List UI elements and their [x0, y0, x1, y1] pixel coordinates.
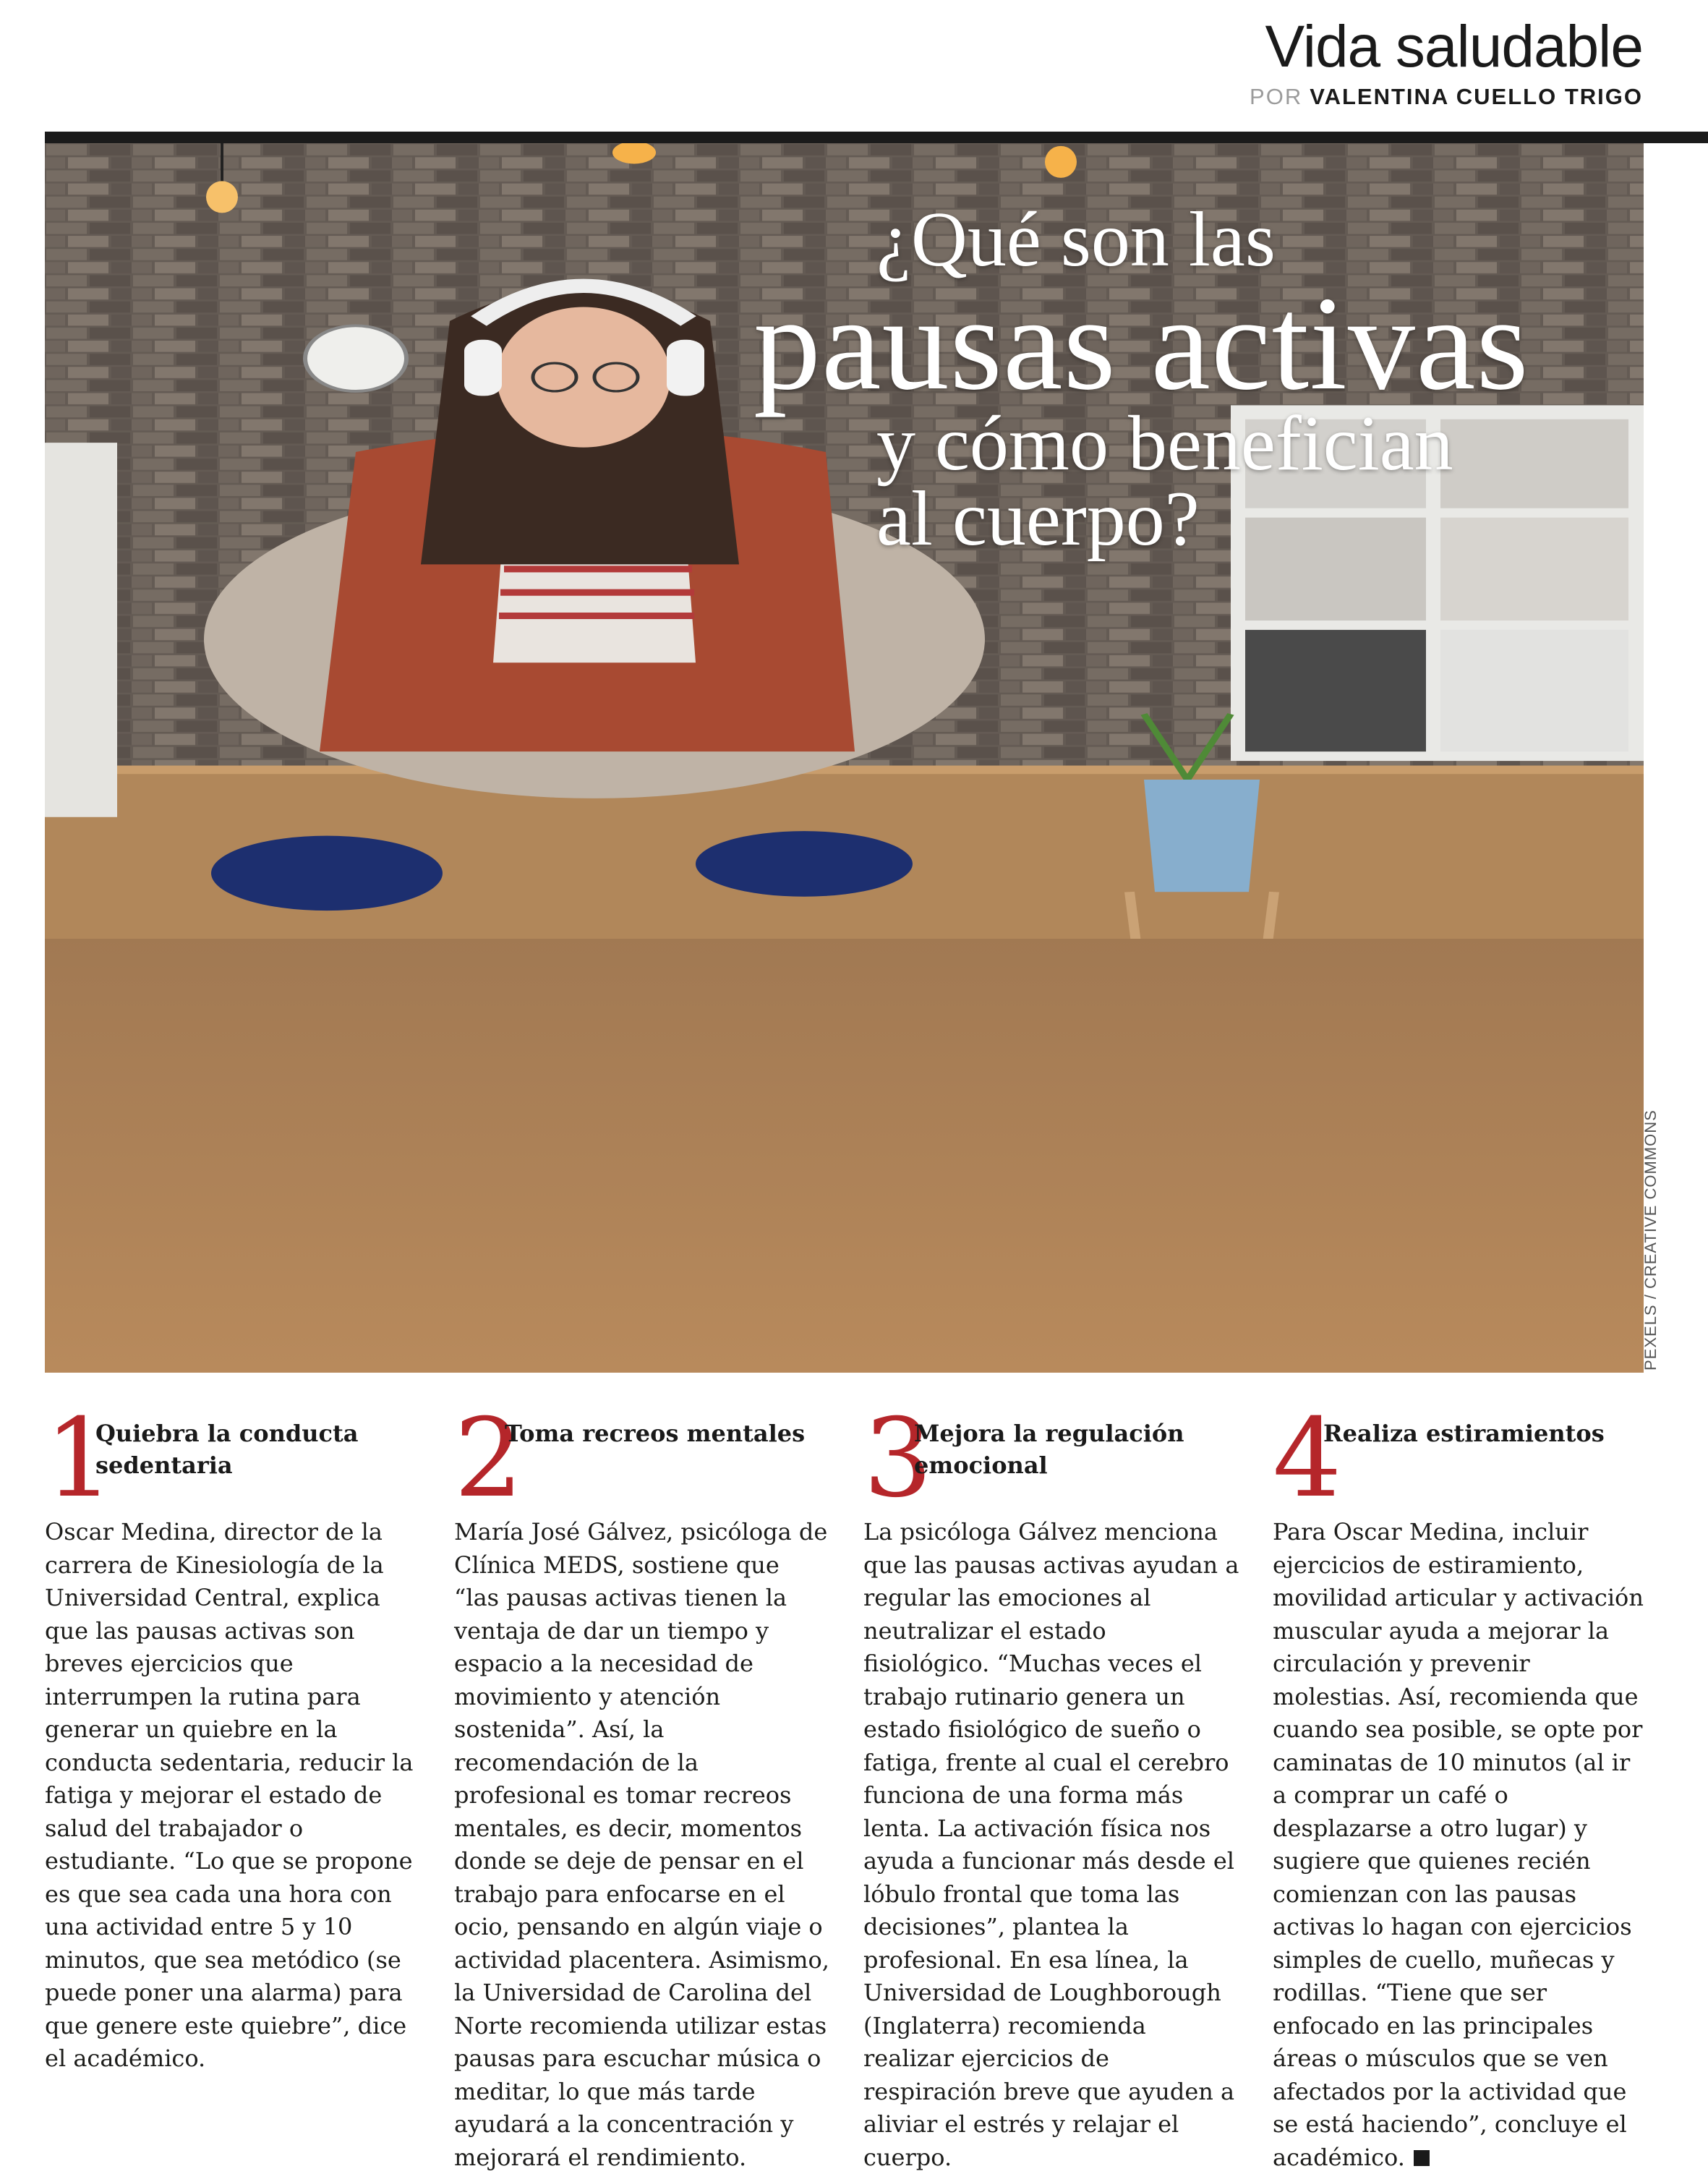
article-column-1 [45, 1396, 421, 2076]
column-body: María José Gálvez, psicóloga de Clínica MEDS, sostiene que “las pausas activas tienen la ventaja de dar un tiempo y espacio a la necesidad de movimiento y atención sostenida”. Así, la recomendación de la profesional es tomar recreos mentales, es decir, momentos donde se deje de pensar en el trabajo para enfocarse en el ocio, pensando en algún viaje o actividad placentera. Asimismo, la Universidad de Carolina del Norte recomienda utilizar estas pausas para escuchar música o meditar, lo que más tarde ayudará a la concentración y mejorará el rendimiento. [454, 1518, 829, 2171]
section-number: 4 [1273, 1396, 1342, 1522]
photo-credit: PEXELS / CREATIVE COMMONS [1641, 1109, 1660, 1371]
article-column-2 [454, 1396, 830, 2174]
column-body: La psicóloga Gálvez menciona que las pausas activas ayudan a regular las emociones al neutralizar el estado fisiológico. “Muchas veces el trabajo rutinario genera un estado fisiológico de sueño o fatiga, frente al cual el cerebro funciona de una forma más lenta. La activación física nos ayuda a funcionar más desde el lóbulo frontal que toma las decisiones”, plantea la profesional. En esa línea, la Universidad de Loughborough (Inglaterra) recomienda realizar ejercicios de respiración breve que ayuden a aliviar el estrés y relajar el cuerpo. [863, 1518, 1239, 2171]
section-number: 3 [863, 1396, 933, 1522]
author-name: VALENTINA CUELLO TRIGO [1310, 84, 1643, 109]
column-heading: Toma recreos mentales [505, 1420, 806, 1447]
byline [1250, 84, 1643, 110]
column-body-text: Para Oscar Medina, incluir ejercicios de estiramiento, movilidad articular y activación muscular ayuda a mejorar la circulación y prevenir molestias. Así, recomienda que cuando sea posible, se opte por caminatas de 10 minutos (al ir a comprar un café o desplazarse a otro lugar) y sugiere que quienes recién comienzan con las pausas activas lo hagan con ejercicios simples de cuello, muñecas y rodillas. “Tiene que ser enfocado en las principales áreas o músculos que se ven afectados por la actividad que se está haciendo”, concluye el académico. [1273, 1518, 1644, 2171]
column-heading-block [45, 1396, 421, 1522]
headline-line-3: y cómo benefician [876, 401, 1453, 487]
hero-photo [45, 143, 1644, 1373]
headline-line-4: al cuerpo? [876, 476, 1200, 562]
hero-headline [696, 197, 1529, 562]
column-heading-block [863, 1396, 1239, 1522]
column-heading: Quiebra la conducta sedentaria [95, 1420, 359, 1479]
section-header [1250, 14, 1643, 110]
article-column-3 [863, 1396, 1239, 2174]
section-number: 1 [45, 1396, 114, 1522]
header-rule [45, 132, 1708, 143]
byline-prefix: POR [1250, 84, 1303, 109]
headline-line-2: pausas activas [753, 269, 1529, 418]
end-mark-icon [1414, 2150, 1430, 2166]
article-columns [45, 1396, 1644, 2171]
article-column-4 [1273, 1396, 1649, 2174]
section-number: 2 [454, 1396, 524, 1522]
column-body: Oscar Medina, director de la carrera de Kinesiología de la Universidad Central, explica que las pausas activas son breves ejercicios que interrumpen la rutina para generar un quiebre en la conducta sedentaria, reducir la fatiga y mejorar el estado de salud del trabajador o estudiante. “Lo que se propone es que sea cada una hora con una actividad entre 5 y 10 minutos, que sea metódico (se puede poner una alarma) para que genere este quiebre”, dice el académico. [45, 1518, 414, 2072]
column-body [1273, 1516, 1649, 2174]
headline-line-1: ¿Qué son las [876, 197, 1276, 283]
column-heading-block [454, 1396, 830, 1522]
section-title: Vida saludable [1265, 14, 1643, 80]
column-heading: Realiza estiramientos [1323, 1420, 1605, 1447]
column-heading-block [1273, 1396, 1649, 1522]
column-heading: Mejora la regulación emocional [914, 1420, 1184, 1479]
